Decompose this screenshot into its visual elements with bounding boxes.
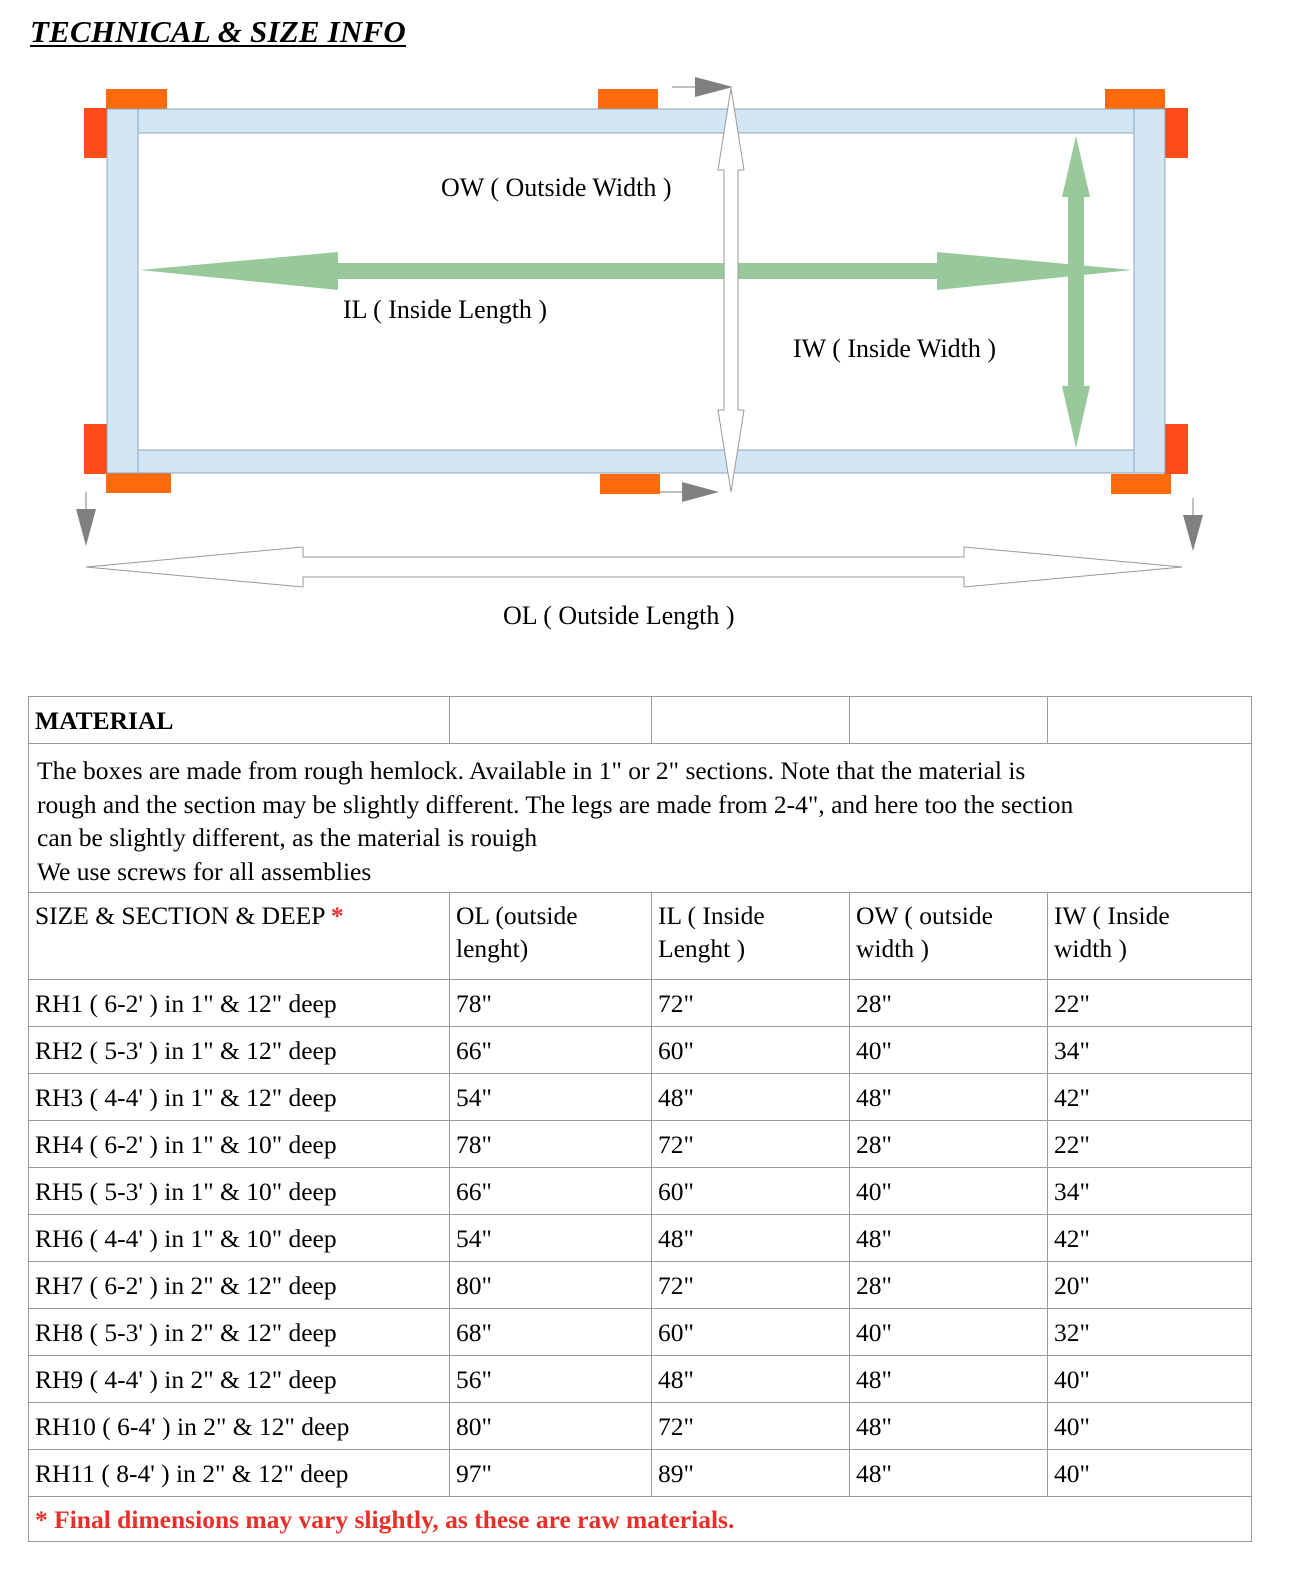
cell-il: 48" (652, 1215, 850, 1262)
cell-ow: 48" (850, 1450, 1048, 1497)
cell-iw: 34" (1048, 1027, 1252, 1074)
cell-ol: 54" (450, 1215, 652, 1262)
cell-ow: 28" (850, 1262, 1048, 1309)
cell-il: 72" (652, 1403, 850, 1450)
cell-iw: 32" (1048, 1309, 1252, 1356)
cell-size: RH2 ( 5-3' ) in 1" & 12" deep (29, 1027, 450, 1074)
cell-il: 48" (652, 1074, 850, 1121)
cell-size: RH1 ( 6-2' ) in 1" & 12" deep (29, 980, 450, 1027)
frame-top-board (138, 109, 1134, 133)
cell-ol: 56" (450, 1356, 652, 1403)
cell-ol: 54" (450, 1074, 652, 1121)
pointer-top-arrowhead (695, 77, 733, 97)
header-ow: OW ( outside width ) (850, 893, 1048, 980)
cell-il: 48" (652, 1356, 850, 1403)
cell-il: 60" (652, 1168, 850, 1215)
empty-cell (450, 697, 652, 744)
table-row (29, 1403, 1252, 1450)
cell-ow: 48" (850, 1403, 1048, 1450)
table-row (29, 1262, 1252, 1309)
cell-ow: 28" (850, 980, 1048, 1027)
cell-ow: 48" (850, 1215, 1048, 1262)
cell-ow: 48" (850, 1356, 1048, 1403)
leg-bottom-left-horizontal (106, 473, 171, 493)
inside-length-arrow (140, 252, 1132, 290)
table-row (29, 980, 1252, 1027)
cell-ol: 68" (450, 1309, 652, 1356)
leg-top-left-horizontal (106, 89, 167, 109)
label-inside-length: IL ( Inside Length ) (343, 295, 548, 324)
header-ol: OL (outside lenght) (450, 893, 652, 980)
column-header-row (29, 893, 1252, 980)
empty-cell (850, 697, 1048, 744)
table-row (29, 1168, 1252, 1215)
pointer-right-arrowhead (1183, 515, 1203, 551)
description-line: rough and the section may be slightly different. The legs are made from 2-4", and here too the section (37, 789, 1074, 819)
cell-iw: 40" (1048, 1403, 1252, 1450)
cell-ow: 40" (850, 1027, 1048, 1074)
cell-ol: 80" (450, 1403, 652, 1450)
frame-left-board (107, 109, 138, 473)
cell-iw: 40" (1048, 1356, 1252, 1403)
cell-size: RH6 ( 4-4' ) in 1" & 10" deep (29, 1215, 450, 1262)
cell-iw: 20" (1048, 1262, 1252, 1309)
cell-iw: 34" (1048, 1168, 1252, 1215)
table-row (29, 1215, 1252, 1262)
header-il: IL ( Inside Lenght ) (652, 893, 850, 980)
cell-size: RH4 ( 6-2' ) in 1" & 10" deep (29, 1121, 450, 1168)
cell-il: 72" (652, 1121, 850, 1168)
cell-iw: 40" (1048, 1450, 1252, 1497)
leg-bottom-middle (600, 474, 660, 494)
table-row (29, 1027, 1252, 1074)
cell-iw: 42" (1048, 1074, 1252, 1121)
leg-top-right-vertical (1164, 108, 1188, 158)
table-row (29, 1074, 1252, 1121)
table-row (29, 1450, 1252, 1497)
description-line: We use screws for all assemblies (37, 856, 372, 886)
pointer-left-arrowhead (76, 509, 96, 546)
outside-width-arrow (718, 88, 744, 492)
description-line: can be slightly different, as the material is rouigh (37, 823, 538, 852)
footnote-row (29, 1497, 1252, 1542)
cell-size: RH11 ( 8-4' ) in 2" & 12" deep (29, 1450, 450, 1497)
page-title: TECHNICAL & SIZE INFO (30, 14, 406, 49)
inside-width-arrow (1062, 136, 1090, 448)
cell-ow: 48" (850, 1074, 1048, 1121)
pointer-bottom-arrowhead (682, 482, 719, 502)
header-iw: IW ( Inside width ) (1048, 893, 1252, 980)
footnote: * Final dimensions may vary slightly, as these are raw materials. (29, 1497, 1252, 1542)
cell-il: 72" (652, 980, 850, 1027)
cell-il: 89" (652, 1450, 850, 1497)
cell-size: RH3 ( 4-4' ) in 1" & 12" deep (29, 1074, 450, 1121)
leg-top-middle (598, 89, 658, 109)
cell-il: 60" (652, 1027, 850, 1074)
cell-ol: 78" (450, 980, 652, 1027)
description-line: The boxes are made from rough hemlock. Available in 1" or 2" sections. Note that the material is (37, 756, 1026, 785)
table-row (29, 1121, 1252, 1168)
label-inside-width: IW ( Inside Width ) (793, 334, 997, 363)
cell-iw: 22" (1048, 1121, 1252, 1168)
cell-size: RH7 ( 6-2' ) in 2" & 12" deep (29, 1262, 450, 1309)
cell-iw: 22" (1048, 980, 1252, 1027)
table-row (29, 1309, 1252, 1356)
cell-ol: 66" (450, 1027, 652, 1074)
box-dimensions-diagram (0, 60, 1294, 660)
cell-iw: 42" (1048, 1215, 1252, 1262)
leg-top-right-horizontal (1105, 89, 1165, 109)
cell-ol: 78" (450, 1121, 652, 1168)
size-spec-table (28, 696, 1252, 1542)
frame-bottom-board (138, 450, 1134, 473)
leg-bottom-left-vertical (84, 424, 108, 474)
empty-cell (652, 697, 850, 744)
cell-size: RH9 ( 4-4' ) in 2" & 12" deep (29, 1356, 450, 1403)
material-heading: MATERIAL (29, 697, 450, 744)
cell-ow: 40" (850, 1168, 1048, 1215)
cell-size: RH10 ( 6-4' ) in 2" & 12" deep (29, 1403, 450, 1450)
header-size: SIZE & SECTION & DEEP * (29, 893, 450, 980)
leg-bottom-right-horizontal (1111, 474, 1171, 494)
table-row (29, 1356, 1252, 1403)
label-outside-width: OW ( Outside Width ) (441, 173, 672, 202)
label-outside-length: OL ( Outside Length ) (503, 601, 735, 630)
cell-ow: 28" (850, 1121, 1048, 1168)
cell-size: RH8 ( 5-3' ) in 2" & 12" deep (29, 1309, 450, 1356)
cell-il: 72" (652, 1262, 850, 1309)
frame-right-board (1134, 109, 1165, 473)
cell-ol: 66" (450, 1168, 652, 1215)
leg-bottom-right-vertical (1164, 424, 1188, 474)
cell-il: 60" (652, 1309, 850, 1356)
material-heading-row (29, 697, 1252, 744)
cell-ol: 80" (450, 1262, 652, 1309)
empty-cell (1048, 697, 1252, 744)
cell-ol: 97" (450, 1450, 652, 1497)
material-description (29, 744, 1252, 893)
cell-ow: 40" (850, 1309, 1048, 1356)
leg-top-left-vertical (84, 108, 108, 158)
outside-length-arrow (86, 547, 1182, 587)
cell-size: RH5 ( 5-3' ) in 1" & 10" deep (29, 1168, 450, 1215)
material-description-row (29, 744, 1252, 893)
asterisk-mark: * (330, 901, 344, 930)
